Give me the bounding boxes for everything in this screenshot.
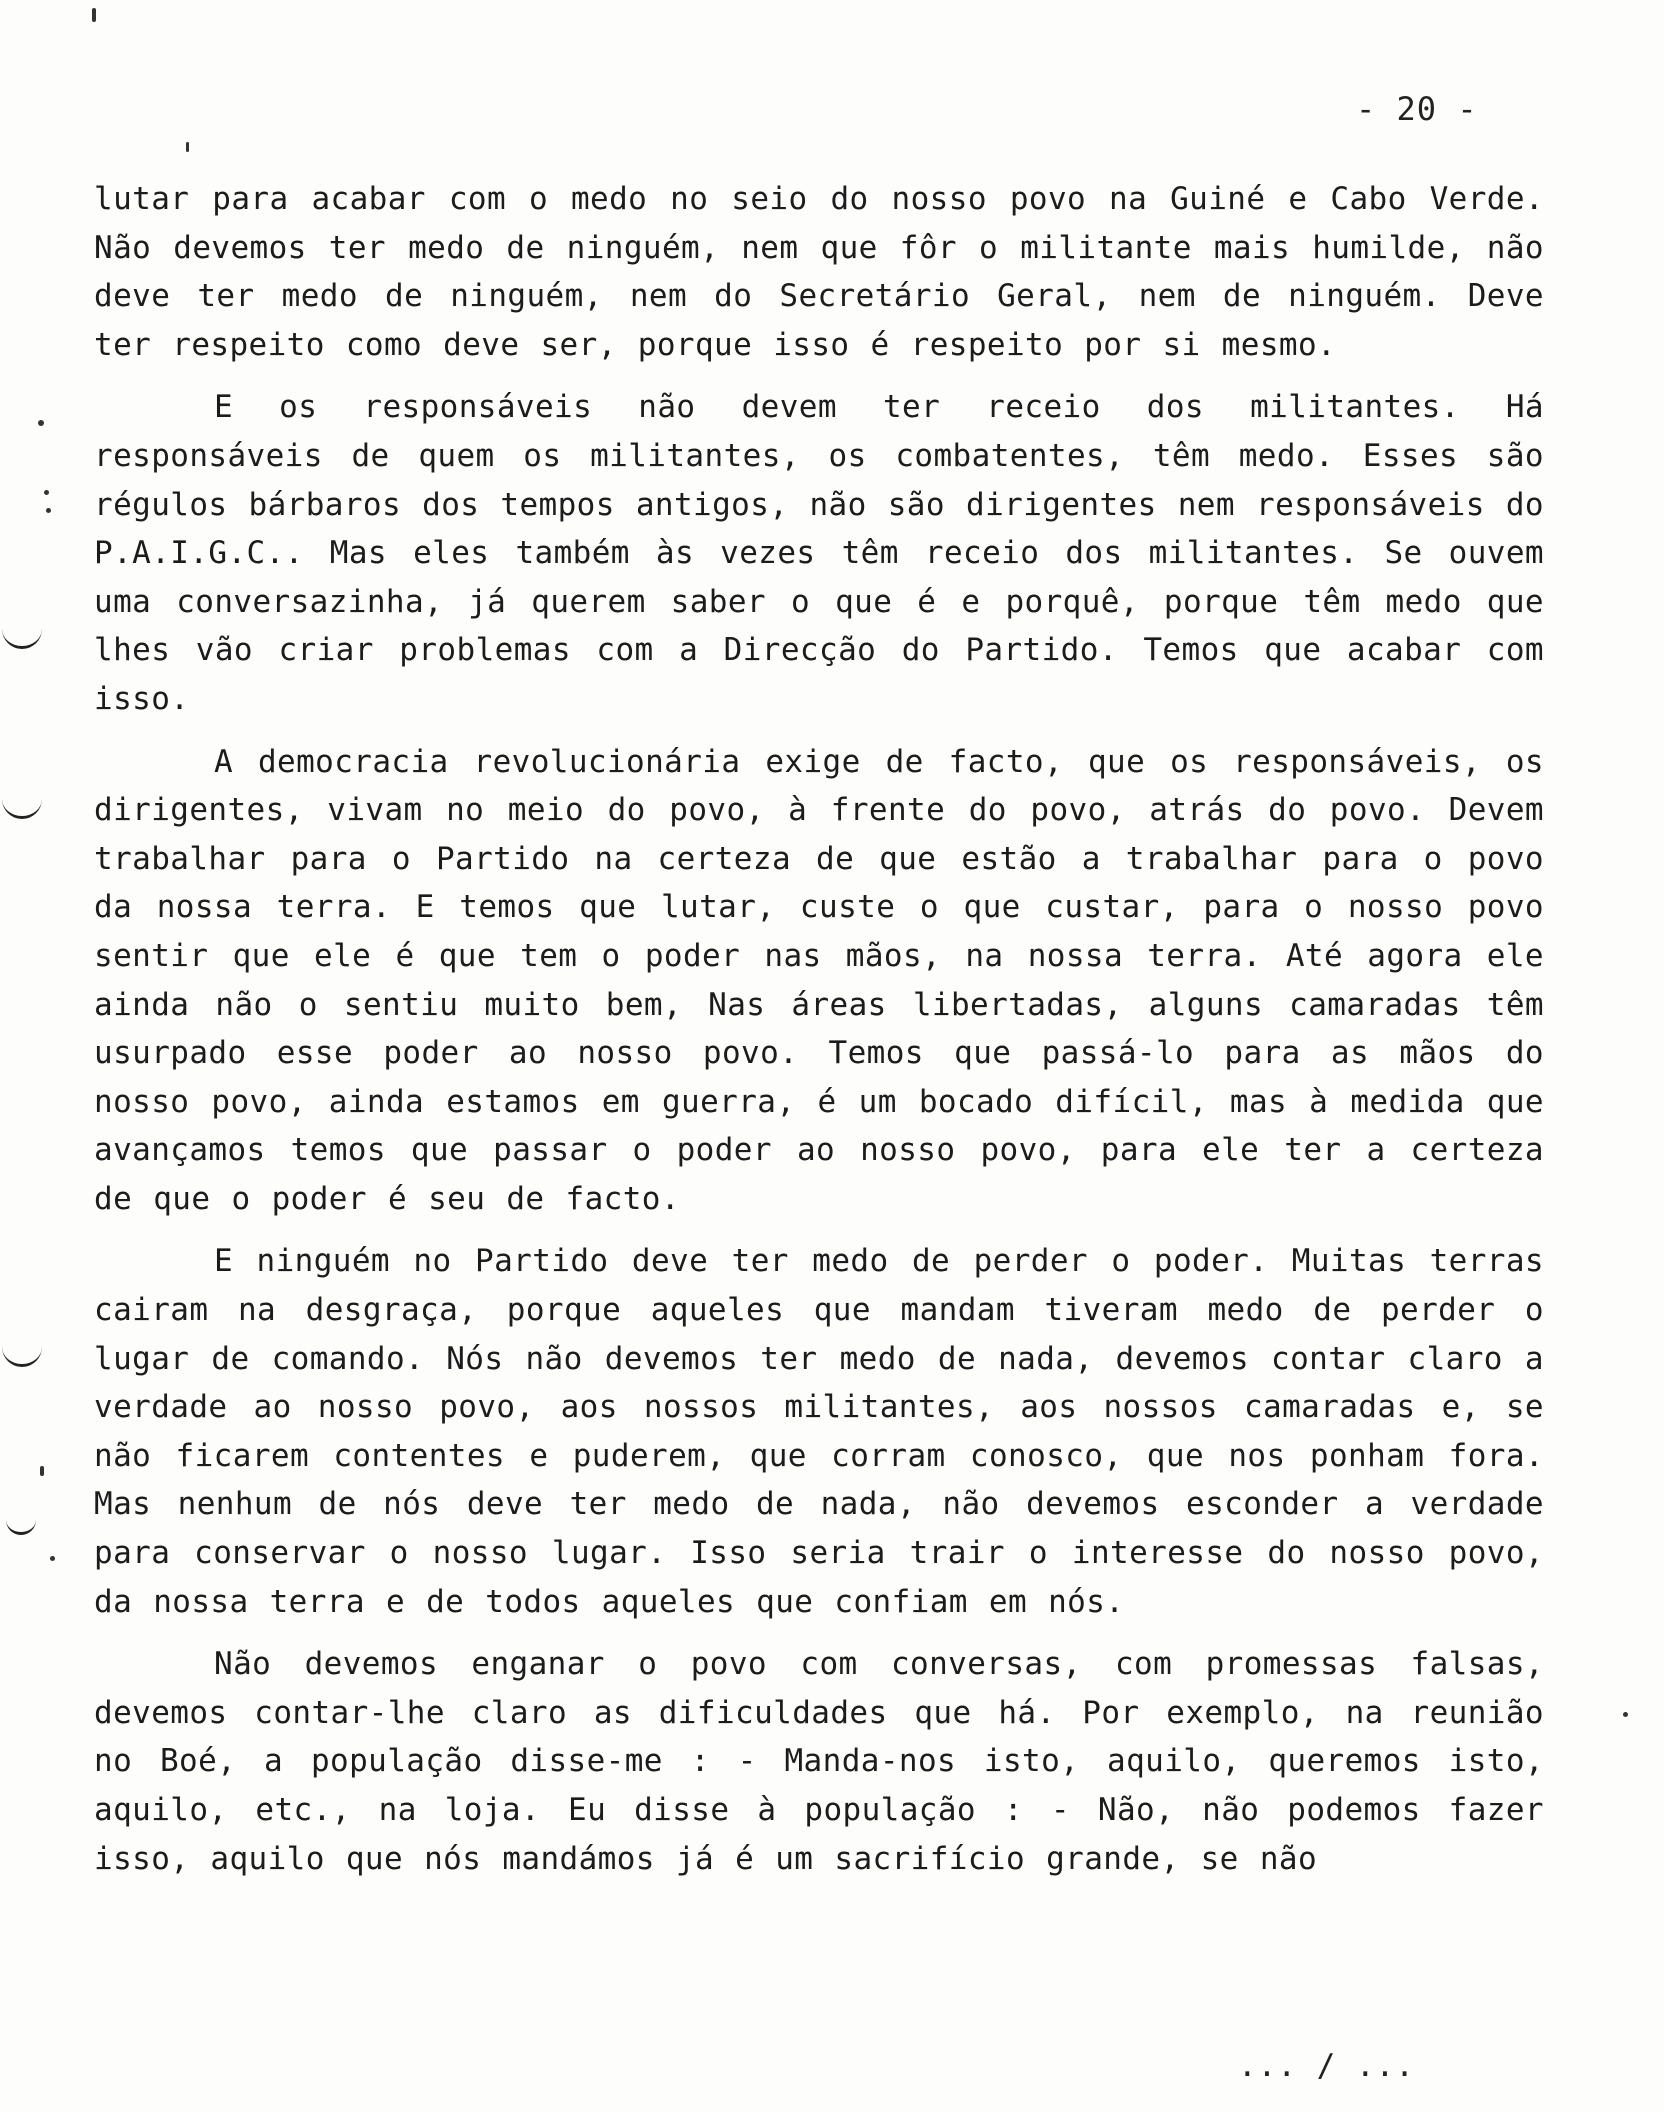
binding-hole-shadow: [2, 618, 42, 649]
scan-speck: [92, 8, 96, 22]
paragraph: E ninguém no Partido deve ter medo de perder o poder. Muitas terras cairam na desgraça, porque aqueles que mandam tiveram medo de perder o lugar de comando. Nós não devemos ter medo de nada, devemos contar claro a verdade ao nosso povo, aos nossos militantes, aos nossos camaradas e, se não ficarem contentes e puderem, que corram conosco, que nos ponham fora. Mas nenhum de nós deve ter medo de nada, não devemos esconder a verdade para conservar o nosso lugar. Isso seria trair o interesse do nosso povo, da nossa terra e de todos aqueles que confiam em nós.: [94, 1243, 1544, 1620]
paragraph: E os responsáveis não devem ter receio dos militantes. Há responsáveis de quem os militantes, os combatentes, têm medo. Esses são régulos bárbaros dos tempos antigos, não são dirigentes nem responsáveis do P.A.I.G.C.. Mas eles também às vezes têm receio dos militantes. Se ouvem uma conversazinha, já querem saber o que é e porquê, porque têm medo que lhes vão criar problemas com a Direcção do Partido. Temos que acabar com isso.: [94, 389, 1544, 717]
scan-speck: [50, 1556, 55, 1561]
scan-speck: [1623, 1712, 1628, 1717]
scan-speck: [46, 508, 51, 513]
paragraph: Não devemos enganar o povo com conversas, com promessas falsas, devemos contar-lhe claro as dificuldades que há. Por exemplo, na reunião no Boé, a população disse-me : - Manda-nos isto, aquilo, queremos isto, aquilo, etc., na loja. Eu disse à população : - Não, não podemos fazer isso, aquilo que nós mandámos já é um sacrifício grande, se não: [94, 1646, 1544, 1877]
body-text: [94, 175, 1544, 1883]
scan-speck: [186, 142, 189, 152]
scan-speck: [40, 1466, 44, 1476]
binding-hole-shadow: [2, 1336, 42, 1367]
paragraph: lutar para acabar com o medo no seio do nosso povo na Guiné e Cabo Verde. Não devemos ter medo de ninguém, nem que fôr o militante mais humilde, não deve ter medo de ninguém, nem do Secretário Geral, nem de ninguém. Deve ter respeito como deve ser, porque isso é respeito por si mesmo.: [94, 181, 1544, 363]
binding-hole-shadow: [6, 1510, 36, 1535]
paragraph: A democracia revolucionária exige de facto, que os responsáveis, os dirigentes, vivam no meio do povo, à frente do povo, atrás do povo. Devem trabalhar para o Partido na certeza de que estão a trabalhar para o povo da nossa terra. E temos que lutar, custe o que custar, para o nosso povo sentir que ele é que tem o poder nas mãos, na nossa terra. Até agora ele ainda não o sentiu muito bem, Nas áreas libertadas, alguns camaradas têm usurpado esse poder ao nosso povo. Temos que passá-lo para as mãos do nosso povo, ainda estamos em guerra, é um bocado difícil, mas à medida que avançamos temos que passar o poder ao nosso povo, para ele ter a certeza de que o poder é seu de facto.: [94, 743, 1544, 1217]
scan-speck: [44, 490, 49, 495]
page-number: - 20 -: [1356, 90, 1478, 128]
scan-speck: [38, 420, 44, 426]
continuation-marker: ... / ...: [1238, 2048, 1415, 2084]
binding-hole-shadow: [2, 788, 42, 819]
